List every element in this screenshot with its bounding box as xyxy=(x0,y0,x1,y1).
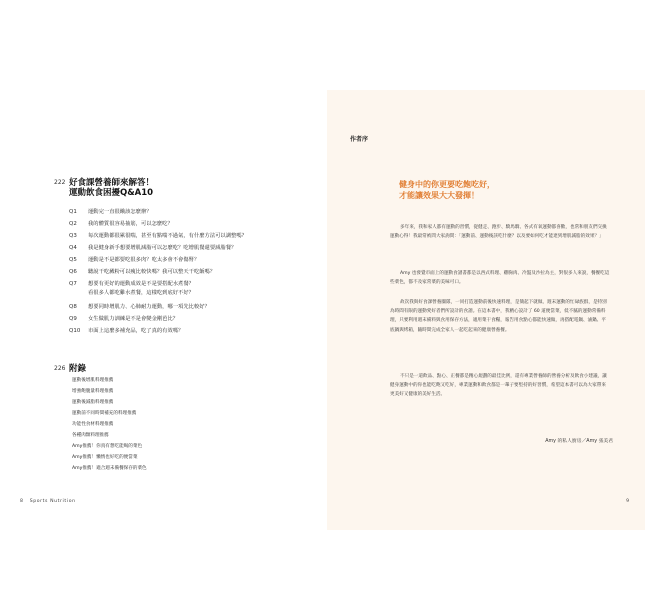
qa-question: 想要有更好的運動成效是不是要搭配水煮餐？ xyxy=(88,281,194,287)
appendix-item-4: 運動前不同時間補充的料理推薦 xyxy=(72,411,137,416)
preface-lead-line2: 才能讓效果大大發揮！ xyxy=(399,191,479,200)
qa-number: Q6 xyxy=(69,269,77,275)
qa-number: Q2 xyxy=(69,221,77,227)
footer-book-title: Sports Nutrition xyxy=(29,499,76,504)
left-page xyxy=(0,90,327,530)
qa-question: 女生做肌力訓練是不是會變金剛芭比？ xyxy=(88,316,179,322)
qa-question: 聽說干吃澱粉可以瘦比較快嗎？我可以整天干吃飯嗎？ xyxy=(88,269,216,275)
appendix-item-6: 各種肉類料理推薦 xyxy=(72,433,109,438)
qa-question: 每次運動都很累很喘，甚至有點喘不過氣，有什麼方法可以調整嗎？ xyxy=(88,233,247,239)
appendix-item-5: 功能性食材料理推薦 xyxy=(72,422,114,427)
qa-question: 我是健身新手想要增肌減脂可以怎麼吃？吃增肌餐還要減脂餐？ xyxy=(88,245,237,251)
chapter-title-line2: 運動飲食困擾Q&A10 xyxy=(69,188,154,198)
right-page xyxy=(327,90,645,530)
qa-number: Q4 xyxy=(69,245,77,251)
chapter-page-number: 222 xyxy=(54,179,66,186)
preface-paragraph-4: 不只是一道飲品、點心、正餐都是精心規劃的最佳比例，還有專業營養師的營養分析及飲食小建議，讓健身運動中的你也能吃飽又吃好，專業運動和飲食都是一輩子要堅持的好習慣，希望這本書可以為大家帶來更美好又健康的美好生活。 xyxy=(390,374,607,398)
appendix-item-9: Amy推薦！適合週末備餐保存的菜色 xyxy=(72,466,147,471)
left-footer xyxy=(20,499,76,504)
preface-paragraph-3: 故次我與好食課營養團隊，一同打造運動前後快速料理，是簡起下就做、週末運動的忙碌族群，是特別為時間有限的運動愛好者們所設計的食譜。在這本書中，我精心設計了 60 道便當菜，低不膩的運動常備料理，只要利用週末備料與食用保存方法，適用菜干食糧，報告用食點心都能快速做，再搭配電鍋、滷鍋、平底鍋與烤箱，隨時間完成全家人一起吃起來的健康營養餐。 xyxy=(390,300,607,333)
footer-page-number: 8 xyxy=(20,499,24,504)
appendix-item-3: 運動後減脂料理推薦 xyxy=(72,400,114,405)
qa-number: Q1 xyxy=(69,209,77,215)
qa-number: Q9 xyxy=(69,316,77,322)
chapter-title: 附錄 xyxy=(69,364,87,374)
qa-number: Q7 xyxy=(69,281,77,287)
appendix-item-1: 運動後增肌料理推薦 xyxy=(72,378,114,383)
qa-question: 我的體質很容易抽筋，可以怎麼吃？ xyxy=(88,221,173,227)
right-footer-page-number: 9 xyxy=(626,499,629,504)
preface-heading: 作者序 xyxy=(350,136,369,143)
qa-question: 運動完一直很餓該怎麼辦？ xyxy=(88,209,152,215)
qa-number: Q10 xyxy=(69,328,81,334)
preface-paragraph-2: Amy 也發覺市面上的運動食譜書都是以西式料理、雞胸肉、冷盤及沙拉為主，對很多人來說，餐餐吃這些菜色，都不及家常菜的美味可口。 xyxy=(390,271,610,286)
qa-number: Q5 xyxy=(69,257,77,263)
appendix-item-2: 增強飽腹量料理推薦 xyxy=(72,389,114,394)
qa-number: Q8 xyxy=(69,304,77,310)
qa-question: 運動是不是都要吃很多肉？吃太多會不會傷腎？ xyxy=(88,257,200,263)
preface-paragraph-1: 多年來，我和家人都有運動的習慣，從健走、跑步、騎馬騎、各式有氧運動都喜歡，也常和朋友們交換運動心得！我最常被問大家詢問：「運動前、運動後該吃什麼？以及要如何吃才能達到增肌減脂的效果？」 xyxy=(390,225,607,240)
qa-number: Q3 xyxy=(69,233,77,239)
preface-lead-line1: 健身中的你更要吃飽吃好， xyxy=(399,180,495,189)
chapter-title-line1: 好食課營養師來解答！ xyxy=(69,178,155,188)
author-signature: Amy 的私人廚房／Amy 張美君 xyxy=(545,439,613,444)
qa-question-continued: 看很多人都吃雞水煮餐，這樣吃到底好不好？ xyxy=(88,290,194,296)
appendix-item-8: Amy推薦！懶惰也好吃的便當菜 xyxy=(72,455,138,460)
appendix-item-7: Amy推薦！你真有想吃能喝的菜色 xyxy=(72,444,143,449)
qa-question: 想要同時增肌力、心肺耐力運動，哪一項先比較好？ xyxy=(88,304,210,310)
qa-question: 市面上這麼多補充品，吃了真的有效嗎？ xyxy=(88,328,184,334)
chapter-page-number: 226 xyxy=(54,365,66,372)
